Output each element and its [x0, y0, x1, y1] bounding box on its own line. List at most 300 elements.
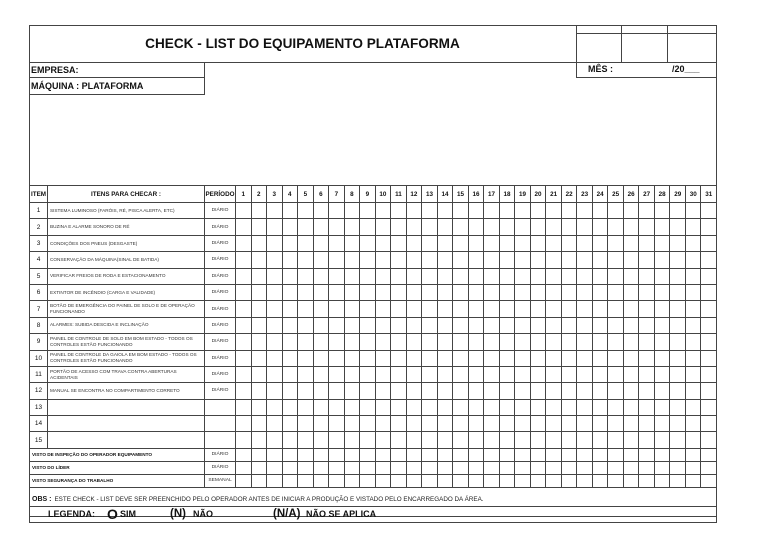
day-check-cell: [623, 317, 639, 333]
day-check-cell: [577, 203, 593, 219]
day-check-cell: [282, 235, 298, 251]
item-number: 6: [30, 284, 48, 300]
day-check-cell: [236, 268, 252, 284]
day-check-cell: [592, 219, 608, 235]
day-check-cell: [267, 474, 283, 487]
item-number: 14: [30, 416, 48, 432]
day-check-cell: [623, 416, 639, 432]
day-check-cell: [484, 350, 500, 366]
day-check-cell: [375, 448, 391, 461]
day-check-cell: [391, 203, 407, 219]
day-check-cell: [701, 219, 717, 235]
day-check-cell: [375, 268, 391, 284]
day-check-cell: [530, 334, 546, 350]
day-check-cell: [375, 416, 391, 432]
day-check-cell: [236, 416, 252, 432]
day-check-cell: [298, 399, 314, 415]
day-check-cell: [375, 317, 391, 333]
day-check-cell: [685, 474, 701, 487]
day-check-cell: [468, 284, 484, 300]
day-check-cell: [236, 399, 252, 415]
day-check-cell: [360, 268, 376, 284]
day-check-cell: [577, 416, 593, 432]
day-check-cell: [267, 399, 283, 415]
day-check-cell: [654, 448, 670, 461]
day-check-cell: [251, 252, 267, 268]
day-check-cell: [468, 268, 484, 284]
day-check-cell: [561, 350, 577, 366]
day-check-cell: [468, 301, 484, 317]
day-check-cell: [546, 474, 562, 487]
day-check-cell: [344, 461, 360, 474]
day-check-cell: [639, 317, 655, 333]
day-check-cell: [530, 461, 546, 474]
day-check-cell: [344, 317, 360, 333]
item-number: 4: [30, 252, 48, 268]
day-check-cell: [282, 383, 298, 399]
day-check-cell: [592, 203, 608, 219]
day-check-cell: [592, 383, 608, 399]
item-period: [205, 432, 236, 448]
legend: [30, 507, 716, 522]
day-check-cell: [639, 416, 655, 432]
day-check-cell: [360, 474, 376, 487]
day-check-cell: [329, 268, 345, 284]
day-check-cell: [670, 399, 686, 415]
day-check-cell: [499, 235, 515, 251]
day-check-cell: [561, 461, 577, 474]
day-check-cell: [499, 203, 515, 219]
day-check-cell: [329, 350, 345, 366]
item-number: 12: [30, 383, 48, 399]
maquina-label: MÁQUINA : PLATAFORMA: [31, 80, 144, 91]
day-check-cell: [329, 474, 345, 487]
day-check-cell: [298, 416, 314, 432]
day-check-cell: [639, 474, 655, 487]
observation-cell: [30, 487, 717, 506]
day-check-cell: [484, 219, 500, 235]
day-header: 27: [639, 186, 655, 203]
day-check-cell: [608, 219, 624, 235]
day-check-cell: [437, 461, 453, 474]
day-check-cell: [267, 334, 283, 350]
observation-text: ESTE CHECK - LIST DEVE SER PREENCHIDO PELO OPERADOR ANTES DE INICIAR A PRODUÇÃO E VISTADO PELO ENCARREGADO DA ÁREA.: [54, 495, 484, 503]
item-description: CONDIÇÕES DOS PNEUS (DESGASTE): [48, 235, 205, 251]
col-header-itens: ITENS PARA CHECAR :: [48, 186, 205, 203]
day-check-cell: [484, 284, 500, 300]
day-check-cell: [298, 284, 314, 300]
day-check-cell: [685, 252, 701, 268]
day-check-cell: [329, 219, 345, 235]
legend-yes-text: SIM: [120, 508, 137, 519]
day-check-cell: [530, 432, 546, 448]
day-check-cell: [701, 399, 717, 415]
day-check-cell: [484, 301, 500, 317]
day-check-cell: [375, 235, 391, 251]
item-description: PAINEL DE CONTROLE DE SOLO EM BOM ESTADO - TODOS OS CONTROLES ESTÃO FUNCIONANDO: [48, 334, 205, 350]
day-check-cell: [313, 235, 329, 251]
item-number: 8: [30, 317, 48, 333]
day-check-cell: [701, 416, 717, 432]
day-check-cell: [468, 432, 484, 448]
item-description: PAINEL DE CONTROLE DA GAIOLA EM BOM ESTADO - TODOS OS CONTROLES ESTÃO FUNCIONANDO: [48, 350, 205, 366]
day-check-cell: [546, 399, 562, 415]
day-check-cell: [561, 399, 577, 415]
legend-na-symbol: (N/A): [273, 507, 301, 520]
day-check-cell: [685, 366, 701, 382]
item-description: ALARMES: SUBIDA DESCIDA E INCLINAÇÃO: [48, 317, 205, 333]
item-description: BOTÃO DE EMERGÊNCIA DO PAINEL DE SOLO E DE OPERAÇÃO FUNCIONANDO: [48, 301, 205, 317]
day-check-cell: [654, 284, 670, 300]
day-check-cell: [577, 252, 593, 268]
day-check-cell: [654, 399, 670, 415]
day-check-cell: [267, 461, 283, 474]
day-check-cell: [484, 399, 500, 415]
day-check-cell: [685, 383, 701, 399]
day-check-cell: [406, 252, 422, 268]
day-check-cell: [313, 252, 329, 268]
day-check-cell: [515, 474, 531, 487]
day-check-cell: [422, 301, 438, 317]
day-check-cell: [422, 448, 438, 461]
day-check-cell: [592, 317, 608, 333]
day-check-cell: [251, 268, 267, 284]
day-check-cell: [639, 219, 655, 235]
day-check-cell: [561, 268, 577, 284]
day-check-cell: [360, 284, 376, 300]
day-check-cell: [499, 301, 515, 317]
table-footer: [30, 487, 717, 522]
checklist-table: [29, 185, 717, 523]
day-check-cell: [654, 268, 670, 284]
day-check-cell: [267, 203, 283, 219]
day-check-cell: [623, 235, 639, 251]
day-check-cell: [515, 432, 531, 448]
day-check-cell: [530, 301, 546, 317]
day-check-cell: [701, 235, 717, 251]
day-check-cell: [391, 317, 407, 333]
day-check-cell: [577, 284, 593, 300]
day-check-cell: [515, 317, 531, 333]
day-check-cell: [592, 252, 608, 268]
mes-label: MÊS :: [588, 64, 614, 74]
day-check-cell: [453, 219, 469, 235]
day-check-cell: [391, 252, 407, 268]
day-check-cell: [639, 301, 655, 317]
day-check-cell: [422, 366, 438, 382]
day-check-cell: [391, 284, 407, 300]
day-check-cell: [344, 416, 360, 432]
day-check-cell: [546, 268, 562, 284]
day-check-cell: [670, 252, 686, 268]
day-header: 26: [623, 186, 639, 203]
day-check-cell: [499, 252, 515, 268]
day-check-cell: [670, 203, 686, 219]
day-check-cell: [701, 461, 717, 474]
table-row: [30, 301, 717, 317]
day-check-cell: [701, 432, 717, 448]
day-check-cell: [701, 317, 717, 333]
day-check-cell: [592, 284, 608, 300]
item-number: 7: [30, 301, 48, 317]
day-check-cell: [453, 284, 469, 300]
item-number: 3: [30, 235, 48, 251]
day-check-cell: [406, 284, 422, 300]
day-check-cell: [484, 203, 500, 219]
day-check-cell: [670, 301, 686, 317]
table-row: [30, 268, 717, 284]
day-check-cell: [670, 317, 686, 333]
day-check-cell: [592, 474, 608, 487]
day-check-cell: [670, 219, 686, 235]
item-description: CONSERVAÇÃO DA MÁQUINA(SINAL DE BATIDA): [48, 252, 205, 268]
day-check-cell: [546, 284, 562, 300]
day-header: 24: [592, 186, 608, 203]
day-check-cell: [639, 350, 655, 366]
item-number: 10: [30, 350, 48, 366]
day-check-cell: [437, 432, 453, 448]
day-check-cell: [329, 432, 345, 448]
day-check-cell: [608, 350, 624, 366]
day-check-cell: [592, 235, 608, 251]
day-check-cell: [360, 461, 376, 474]
table-row: [30, 284, 717, 300]
day-check-cell: [329, 366, 345, 382]
signature-period: DIÁRIO: [205, 461, 236, 474]
table-row: [30, 350, 717, 366]
day-check-cell: [251, 448, 267, 461]
table-row: [30, 366, 717, 382]
legend-yes-symbol: O: [107, 506, 118, 522]
signature-label: VISTO SEGURANÇA DO TRABALHO: [30, 474, 205, 487]
table-row: [30, 416, 717, 432]
day-check-cell: [406, 350, 422, 366]
day-check-cell: [608, 461, 624, 474]
day-check-cell: [530, 474, 546, 487]
empresa-label: EMPRESA:: [31, 64, 79, 75]
day-check-cell: [701, 284, 717, 300]
day-check-cell: [499, 284, 515, 300]
day-check-cell: [468, 461, 484, 474]
day-check-cell: [623, 383, 639, 399]
day-check-cell: [360, 235, 376, 251]
day-check-cell: [406, 203, 422, 219]
day-check-cell: [329, 284, 345, 300]
day-check-cell: [344, 268, 360, 284]
day-check-cell: [406, 399, 422, 415]
day-check-cell: [484, 416, 500, 432]
day-check-cell: [608, 334, 624, 350]
day-check-cell: [484, 474, 500, 487]
day-check-cell: [313, 219, 329, 235]
day-check-cell: [484, 383, 500, 399]
item-period: DIÁRIO: [205, 301, 236, 317]
day-check-cell: [468, 383, 484, 399]
day-check-cell: [608, 383, 624, 399]
day-check-cell: [468, 334, 484, 350]
day-check-cell: [344, 366, 360, 382]
day-check-cell: [592, 301, 608, 317]
signature-period: DIÁRIO: [205, 448, 236, 461]
day-check-cell: [406, 317, 422, 333]
day-check-cell: [623, 252, 639, 268]
day-check-cell: [282, 416, 298, 432]
day-check-cell: [701, 268, 717, 284]
day-check-cell: [608, 268, 624, 284]
day-check-cell: [608, 366, 624, 382]
day-check-cell: [685, 461, 701, 474]
day-check-cell: [577, 350, 593, 366]
day-check-cell: [515, 203, 531, 219]
day-check-cell: [313, 474, 329, 487]
day-check-cell: [344, 383, 360, 399]
day-check-cell: [670, 461, 686, 474]
day-check-cell: [577, 219, 593, 235]
day-header: 25: [608, 186, 624, 203]
day-check-cell: [654, 334, 670, 350]
day-check-cell: [251, 350, 267, 366]
day-check-cell: [654, 474, 670, 487]
day-check-cell: [313, 432, 329, 448]
day-check-cell: [236, 383, 252, 399]
day-check-cell: [375, 252, 391, 268]
day-check-cell: [437, 416, 453, 432]
day-check-cell: [654, 461, 670, 474]
day-check-cell: [515, 416, 531, 432]
item-period: DIÁRIO: [205, 317, 236, 333]
day-check-cell: [437, 366, 453, 382]
day-check-cell: [623, 268, 639, 284]
day-check-cell: [701, 474, 717, 487]
day-header: 1: [236, 186, 252, 203]
day-check-cell: [422, 268, 438, 284]
signature-row: [30, 474, 717, 487]
day-check-cell: [608, 432, 624, 448]
day-header: 20: [530, 186, 546, 203]
item-description: [48, 432, 205, 448]
day-check-cell: [282, 219, 298, 235]
day-check-cell: [298, 301, 314, 317]
day-check-cell: [406, 235, 422, 251]
day-check-cell: [499, 350, 515, 366]
day-check-cell: [453, 203, 469, 219]
day-check-cell: [298, 334, 314, 350]
signature-rows: [30, 448, 717, 487]
day-check-cell: [313, 203, 329, 219]
day-check-cell: [561, 317, 577, 333]
day-check-cell: [546, 432, 562, 448]
day-check-cell: [251, 366, 267, 382]
day-check-cell: [360, 334, 376, 350]
item-number: 13: [30, 399, 48, 415]
day-header: 22: [561, 186, 577, 203]
day-check-cell: [422, 474, 438, 487]
day-check-cell: [360, 383, 376, 399]
day-check-cell: [267, 268, 283, 284]
day-check-cell: [236, 432, 252, 448]
day-check-cell: [453, 474, 469, 487]
day-check-cell: [608, 301, 624, 317]
day-check-cell: [251, 461, 267, 474]
observation-row: [30, 487, 717, 506]
day-check-cell: [375, 301, 391, 317]
day-header: 19: [515, 186, 531, 203]
day-check-cell: [685, 399, 701, 415]
day-check-cell: [391, 366, 407, 382]
day-check-cell: [453, 317, 469, 333]
observation-label: OBS :: [32, 495, 52, 503]
day-check-cell: [468, 203, 484, 219]
day-check-cell: [654, 366, 670, 382]
table-row: [30, 334, 717, 350]
day-check-cell: [561, 366, 577, 382]
signature-row: [30, 461, 717, 474]
day-check-cell: [391, 219, 407, 235]
day-check-cell: [375, 474, 391, 487]
day-check-cell: [375, 383, 391, 399]
day-header: 11: [391, 186, 407, 203]
day-check-cell: [267, 366, 283, 382]
day-check-cell: [623, 284, 639, 300]
day-check-cell: [670, 366, 686, 382]
ano-label: /20___: [672, 64, 700, 74]
table-header-row: [30, 186, 717, 203]
day-check-cell: [639, 383, 655, 399]
day-check-cell: [639, 334, 655, 350]
day-check-cell: [654, 252, 670, 268]
item-period: [205, 399, 236, 415]
day-header: 9: [360, 186, 376, 203]
day-check-cell: [499, 432, 515, 448]
day-header: 15: [453, 186, 469, 203]
day-check-cell: [375, 350, 391, 366]
day-check-cell: [577, 317, 593, 333]
day-check-cell: [654, 432, 670, 448]
day-check-cell: [639, 203, 655, 219]
day-check-cell: [499, 416, 515, 432]
day-check-cell: [298, 474, 314, 487]
day-check-cell: [577, 432, 593, 448]
day-check-cell: [406, 461, 422, 474]
day-check-cell: [623, 474, 639, 487]
day-check-cell: [391, 268, 407, 284]
day-check-cell: [453, 383, 469, 399]
approval-boxes: [576, 25, 717, 63]
item-period: DIÁRIO: [205, 284, 236, 300]
table-row: [30, 399, 717, 415]
day-check-cell: [375, 284, 391, 300]
day-check-cell: [654, 416, 670, 432]
day-check-cell: [670, 432, 686, 448]
day-check-cell: [251, 416, 267, 432]
day-check-cell: [546, 317, 562, 333]
day-check-cell: [515, 399, 531, 415]
day-header: 6: [313, 186, 329, 203]
day-check-cell: [251, 284, 267, 300]
day-check-cell: [282, 317, 298, 333]
day-check-cell: [298, 461, 314, 474]
day-check-cell: [298, 317, 314, 333]
item-period: DIÁRIO: [205, 203, 236, 219]
table-row: [30, 235, 717, 251]
day-check-cell: [422, 383, 438, 399]
day-header: 5: [298, 186, 314, 203]
day-check-cell: [515, 334, 531, 350]
day-check-cell: [313, 399, 329, 415]
day-check-cell: [453, 448, 469, 461]
day-check-cell: [484, 235, 500, 251]
day-check-cell: [344, 399, 360, 415]
